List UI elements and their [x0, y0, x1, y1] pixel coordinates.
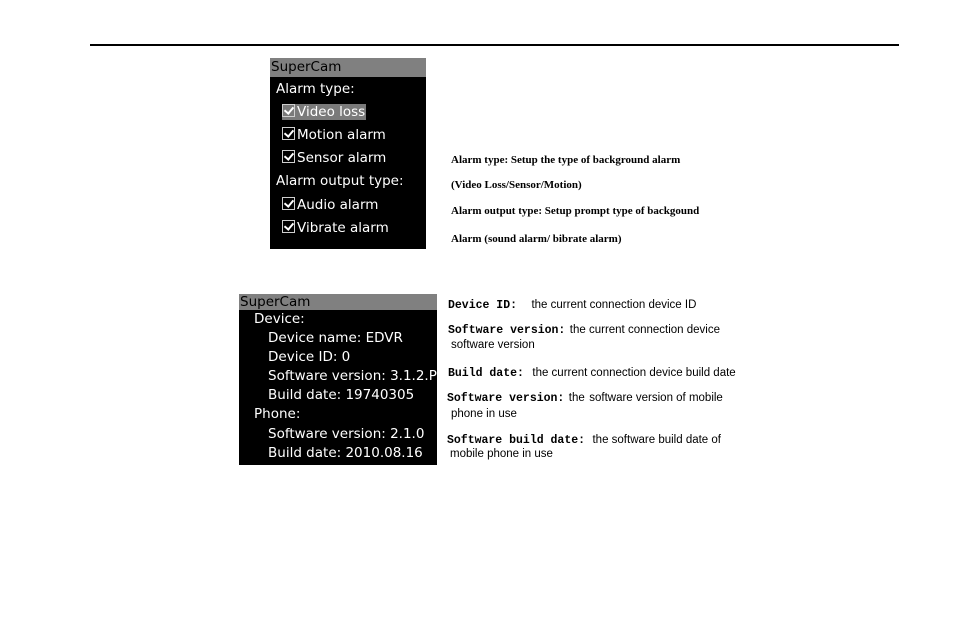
- device-info-screenshot: [239, 294, 437, 465]
- device-heading: Device:: [254, 311, 305, 327]
- checkbox-checked-icon[interactable]: [282, 104, 295, 117]
- device-id-note-label: Device ID:: [448, 299, 518, 312]
- device-name-item: Device name: EDVR: [268, 330, 403, 346]
- alarm-type-heading: Alarm type:: [276, 81, 355, 97]
- device-id-note: [448, 295, 696, 313]
- software-version-note: [448, 320, 720, 338]
- motion-alarm-label: Motion alarm: [297, 127, 386, 143]
- alarm-note-line2: (Video Loss/Sensor/Motion): [451, 179, 582, 191]
- checkbox-checked-icon[interactable]: [282, 220, 295, 233]
- motion-alarm-option[interactable]: [282, 126, 386, 145]
- phone-software-version-note-label: Software version:: [447, 392, 565, 405]
- sensor-alarm-label: Sensor alarm: [297, 150, 387, 166]
- checkbox-checked-icon[interactable]: [282, 197, 295, 210]
- device-software-version-item: Software version: 3.1.2.P: [268, 368, 437, 384]
- sensor-alarm-option[interactable]: [282, 149, 386, 168]
- app-title-bar: SuperCam: [239, 294, 437, 310]
- alarm-note-line3: Alarm output type: Setup prompt type of backgound: [451, 205, 700, 217]
- phone-build-date-note: [447, 430, 721, 448]
- device-build-date-item: Build date: 19740305: [268, 387, 415, 403]
- device-id-item: Device ID: 0: [268, 349, 351, 365]
- vibrate-alarm-label: Vibrate alarm: [297, 220, 389, 236]
- software-version-note-cont: software version: [451, 339, 535, 351]
- device-id-note-text: the current connection device ID: [531, 299, 697, 311]
- phone-heading: Phone:: [254, 406, 301, 422]
- phone-software-version-note-the: the: [568, 392, 585, 404]
- audio-alarm-label: Audio alarm: [297, 197, 379, 213]
- alarm-note-line1: Alarm type: Setup the type of background alarm: [451, 154, 681, 166]
- video-loss-label: Video loss: [297, 104, 366, 120]
- alarm-settings-screenshot: [270, 58, 426, 249]
- phone-software-version-item: Software version: 2.1.0: [268, 426, 425, 442]
- app-title-bar: SuperCam: [270, 58, 426, 77]
- phone-build-date-item: Build date: 2010.08.16: [268, 445, 423, 461]
- phone-software-version-note: [447, 388, 723, 406]
- phone-build-date-note-label: Software build date:: [447, 434, 586, 447]
- vibrate-alarm-option[interactable]: [282, 219, 389, 238]
- video-loss-option[interactable]: [282, 103, 366, 122]
- phone-build-date-note-text: the software build date of: [592, 434, 721, 446]
- phone-software-version-note-text: software version of mobile: [589, 392, 723, 404]
- build-date-note-text: the current connection device build date: [532, 367, 736, 379]
- software-version-note-text: the current connection device: [569, 324, 721, 336]
- audio-alarm-option[interactable]: [282, 196, 378, 215]
- header-rule: [90, 44, 899, 46]
- checkbox-checked-icon[interactable]: [282, 150, 295, 163]
- software-version-note-label: Software version:: [448, 324, 566, 337]
- checkbox-checked-icon[interactable]: [282, 127, 295, 140]
- phone-software-version-note-cont: phone in use: [451, 408, 517, 420]
- build-date-note: [448, 363, 736, 381]
- build-date-note-label: Build date:: [448, 367, 524, 380]
- alarm-note-line4: Alarm (sound alarm/ bibrate alarm): [451, 233, 622, 245]
- alarm-output-heading: Alarm output type:: [276, 173, 404, 189]
- phone-build-date-note-cont: mobile phone in use: [450, 448, 553, 460]
